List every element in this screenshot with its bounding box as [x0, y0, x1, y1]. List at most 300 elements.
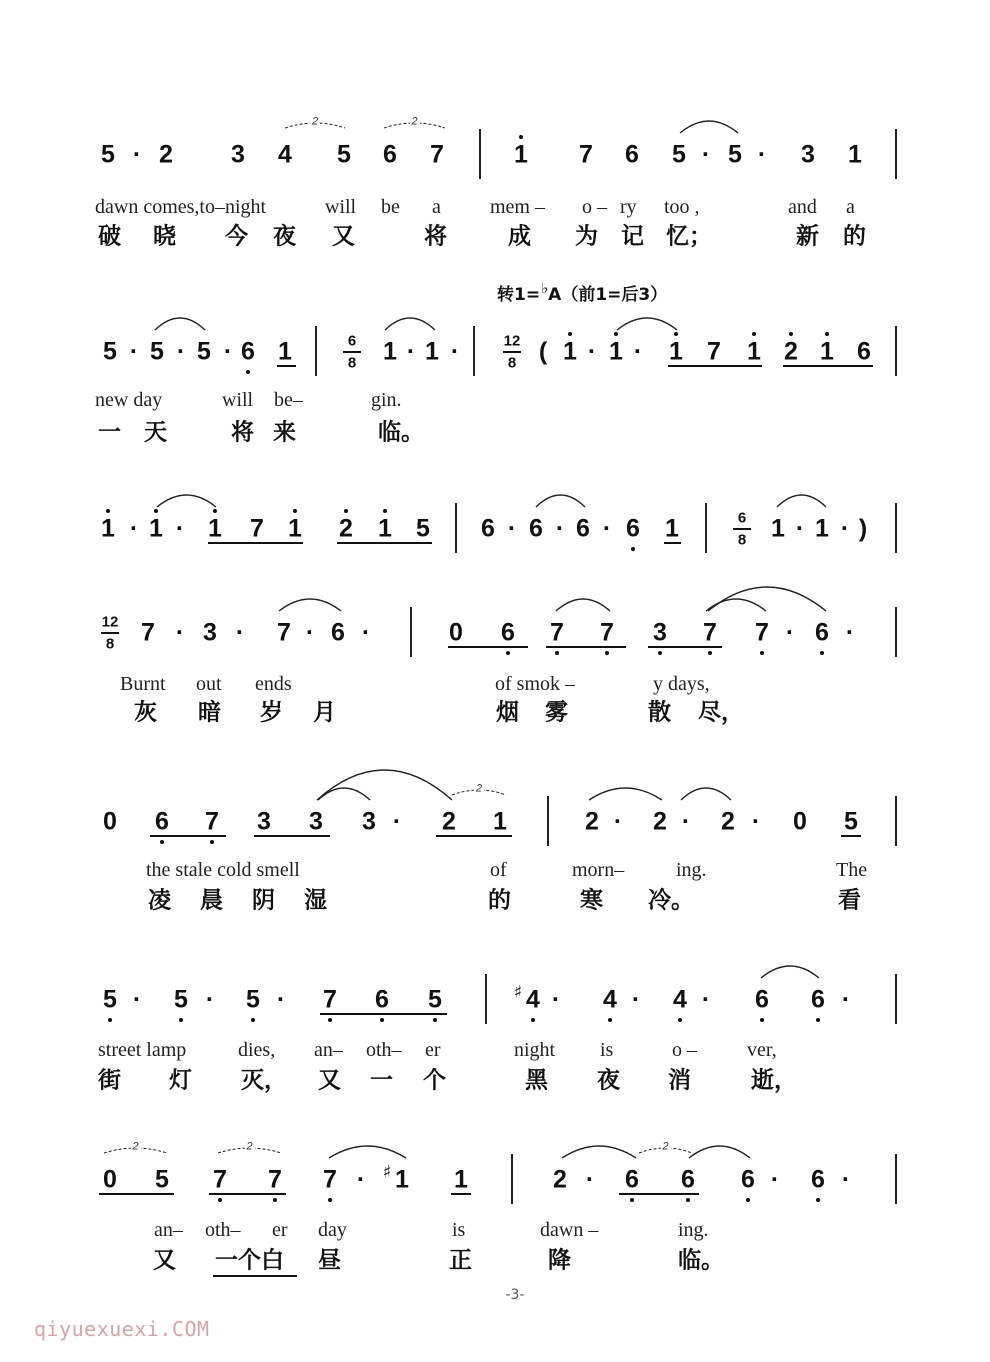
- barline: [895, 607, 897, 657]
- barline: [895, 326, 897, 376]
- lyric-english: ry: [620, 196, 637, 218]
- note-1: 1: [747, 337, 761, 366]
- lyric-chinese: 正: [449, 1246, 472, 1274]
- beam-underline: [277, 365, 296, 367]
- time-signature-numerator: 6: [347, 332, 357, 350]
- octave-dot-below: [380, 1018, 384, 1022]
- lyric-chinese: 暗: [198, 698, 221, 726]
- augmentation-dot: ·: [795, 514, 805, 543]
- note-5: 5: [246, 985, 260, 1014]
- slur: [317, 770, 452, 800]
- lyric-english: ing.: [678, 1219, 709, 1241]
- lyric-chinese: 来: [273, 418, 296, 446]
- augmentation-dot: ·: [356, 1165, 366, 1194]
- note-3: 3: [801, 140, 815, 169]
- note-6: 6: [501, 618, 515, 647]
- lyric-english: gin.: [371, 389, 402, 411]
- lyric-chinese: 今: [225, 222, 248, 250]
- octave-dot-below: [708, 651, 712, 655]
- octave-dot-above: [519, 135, 523, 139]
- lyric-chinese: 月: [313, 698, 336, 726]
- beam-underline: [451, 1193, 471, 1195]
- octave-dot-below: [531, 1018, 535, 1022]
- beam-underline: [436, 835, 512, 837]
- lyric-chinese: 阴: [252, 886, 275, 914]
- octave-dot-above: [752, 332, 756, 336]
- note-6: 6: [383, 140, 397, 169]
- augmentation-dot: ·: [770, 1165, 780, 1194]
- octave-dot-above: [383, 509, 387, 513]
- beam-underline: [99, 1193, 174, 1195]
- slur: [617, 318, 677, 330]
- lyric-chinese: 灰: [134, 698, 157, 726]
- augmentation-dot: ·: [129, 337, 139, 366]
- parenthesis: ): [858, 514, 868, 543]
- lyric-english: er: [272, 1219, 288, 1241]
- octave-dot-below: [608, 1018, 612, 1022]
- rest: 0: [103, 1165, 117, 1194]
- note-6: 6: [741, 1165, 755, 1194]
- tuplet-number: 2: [311, 115, 319, 128]
- octave-dot-below: [210, 840, 214, 844]
- lyric-english: an–: [314, 1039, 343, 1061]
- note-7: 7: [323, 1165, 337, 1194]
- slur: [155, 318, 205, 330]
- lyric-chinese: 寒: [580, 886, 603, 914]
- note-7: 7: [323, 985, 337, 1014]
- augmentation-dot: ·: [223, 337, 233, 366]
- octave-dot-below: [328, 1018, 332, 1022]
- lyric-chinese: 看: [838, 886, 861, 914]
- lyric-english: of smok –: [495, 673, 575, 695]
- lyric-english: o –: [672, 1039, 697, 1061]
- note-1: 1: [563, 337, 577, 366]
- tuplet-number: 2: [411, 115, 418, 128]
- beam-underline: [841, 835, 861, 837]
- beam-underline: [783, 365, 873, 367]
- note-6: 6: [481, 514, 495, 543]
- augmentation-dot: ·: [276, 985, 286, 1014]
- lyric-chinese: 破: [98, 222, 121, 250]
- octave-dot-above: [825, 332, 829, 336]
- augmentation-dot: ·: [175, 514, 185, 543]
- octave-dot-below: [160, 840, 164, 844]
- lyric-english: ver,: [747, 1039, 777, 1061]
- lyric-chinese: 尽，: [698, 698, 744, 726]
- time-signature-numerator: 6: [737, 509, 747, 527]
- note-6: 6: [331, 618, 345, 647]
- note-7: 7: [205, 807, 219, 836]
- rest: 0: [793, 807, 807, 836]
- note-6: 6: [625, 1165, 639, 1194]
- note-1: 1: [665, 514, 679, 543]
- lyric-chinese: 的: [488, 886, 511, 914]
- slur: [680, 121, 738, 133]
- augmentation-dot: ·: [361, 618, 371, 647]
- tuplet-number: 2: [662, 1140, 669, 1153]
- augmentation-dot: ·: [785, 618, 795, 647]
- augmentation-dot: ·: [751, 807, 761, 836]
- rest: 0: [103, 807, 117, 836]
- lyric-english: be–: [274, 389, 303, 411]
- barline: [511, 1154, 513, 1204]
- barline: [410, 607, 412, 657]
- lyric-chinese: 天: [144, 418, 167, 446]
- lyric-english: is: [600, 1039, 614, 1061]
- slur: [329, 1146, 406, 1158]
- note-7: 7: [250, 514, 264, 543]
- barline: [895, 503, 897, 553]
- note-1: 1: [848, 140, 862, 169]
- barline: [895, 129, 897, 179]
- octave-dot-below: [605, 651, 609, 655]
- beam-underline: [320, 1013, 447, 1015]
- note-5: 5: [150, 337, 164, 366]
- lyric-english: be: [381, 196, 400, 218]
- slur: [556, 599, 610, 611]
- lyric-chinese: 逝，: [751, 1066, 797, 1094]
- note-5: 5: [155, 1165, 169, 1194]
- note-1: 1: [425, 337, 439, 366]
- lyric-english: er: [425, 1039, 441, 1061]
- lyric-chinese: 记: [621, 222, 644, 250]
- slur: [689, 1146, 750, 1158]
- lyric-english: day: [318, 1219, 347, 1241]
- slur: [279, 599, 341, 611]
- barline: [895, 974, 897, 1024]
- augmentation-dot: ·: [132, 985, 142, 1014]
- note-6: 6: [375, 985, 389, 1014]
- octave-dot-above: [154, 509, 158, 513]
- octave-dot-below: [658, 651, 662, 655]
- note-1: 1: [278, 337, 292, 366]
- lyric-chinese: 又: [153, 1246, 176, 1274]
- octave-dot-below: [678, 1018, 682, 1022]
- note-1: 1: [395, 1165, 409, 1194]
- note-5: 5: [428, 985, 442, 1014]
- octave-dot-below: [506, 651, 510, 655]
- lyric-english: of: [490, 859, 507, 881]
- page-number: -3-: [505, 1287, 525, 1303]
- note-6: 6: [811, 1165, 825, 1194]
- note-5: 5: [103, 985, 117, 1014]
- augmentation-dot: ·: [551, 985, 561, 1014]
- note-5: 5: [197, 337, 211, 366]
- sharp-sign: ♯: [382, 1162, 392, 1183]
- octave-dot-below: [631, 547, 635, 551]
- time-signature-line: [733, 528, 751, 530]
- lyric-chinese: 一: [98, 418, 121, 446]
- lyric-chinese: 忆；: [666, 222, 712, 250]
- augmentation-dot: ·: [631, 985, 641, 1014]
- octave-dot-above: [106, 509, 110, 513]
- lyric-english: a: [846, 196, 855, 218]
- augmentation-dot: ·: [840, 514, 850, 543]
- lyric-chinese: 又: [318, 1066, 341, 1094]
- augmentation-dot: ·: [555, 514, 565, 543]
- lyric-chinese: 临。: [678, 1246, 724, 1274]
- octave-dot-below: [433, 1018, 437, 1022]
- lyric-chinese: 灯: [169, 1066, 192, 1094]
- time-signature-numerator: 12: [503, 332, 521, 350]
- slur: [777, 495, 826, 507]
- time-signature-line: [101, 632, 119, 634]
- note-6: 6: [755, 985, 769, 1014]
- lyric-english: oth–: [205, 1219, 241, 1241]
- slur: [589, 788, 662, 800]
- lyric-english: The: [836, 859, 868, 881]
- beam-underline: [664, 542, 681, 544]
- note-6: 6: [857, 337, 871, 366]
- octave-dot-below: [630, 1198, 634, 1202]
- slur: [157, 495, 216, 507]
- lyric-chinese: 又: [332, 222, 355, 250]
- octave-dot-below: [820, 651, 824, 655]
- augmentation-dot: ·: [701, 140, 711, 169]
- lyric-english: ends: [255, 673, 292, 695]
- lyric-chinese: 散: [648, 698, 671, 726]
- lyric-chinese: 黑: [525, 1066, 548, 1094]
- lyric-english: and: [788, 196, 817, 218]
- lyric-chinese: 灭，: [241, 1066, 287, 1094]
- note-1: 1: [149, 514, 163, 543]
- octave-dot-below: [816, 1198, 820, 1202]
- lyric-chinese: 晓: [153, 222, 176, 250]
- barline: [895, 796, 897, 846]
- beam-underline: [546, 646, 626, 648]
- octave-dot-below: [179, 1018, 183, 1022]
- beam-underline: [648, 646, 722, 648]
- note-1: 1: [101, 514, 115, 543]
- augmentation-dot: ·: [205, 985, 215, 1014]
- lyric-chinese: 湿: [304, 886, 327, 914]
- augmentation-dot: ·: [841, 985, 851, 1014]
- note-7: 7: [277, 618, 291, 647]
- lyric-english: y days,: [653, 673, 710, 695]
- note-4: 4: [673, 985, 687, 1014]
- note-5: 5: [103, 337, 117, 366]
- barline: [485, 974, 487, 1024]
- note-6: 6: [155, 807, 169, 836]
- lyric-chinese: 个: [423, 1066, 446, 1094]
- augmentation-dot: ·: [585, 1165, 595, 1194]
- note-2: 2: [653, 807, 667, 836]
- augmentation-dot: ·: [681, 807, 691, 836]
- note-6: 6: [529, 514, 543, 543]
- lyric-chinese: 的: [843, 222, 866, 250]
- barline: [455, 503, 457, 553]
- augmentation-dot: ·: [235, 618, 245, 647]
- beam-underline: [619, 1193, 699, 1195]
- lyric-chinese: 街: [98, 1066, 121, 1094]
- octave-dot-below: [273, 1198, 277, 1202]
- lyric-english: ing.: [676, 859, 707, 881]
- note-7: 7: [600, 618, 614, 647]
- augmentation-dot: ·: [392, 807, 402, 836]
- note-7: 7: [579, 140, 593, 169]
- lyric-english: will: [325, 196, 357, 218]
- beam-underline: [209, 1193, 286, 1195]
- lyric-chinese: 夜: [597, 1066, 620, 1094]
- lyric-chinese: 消: [668, 1066, 691, 1094]
- note-3: 3: [257, 807, 271, 836]
- lyric-english: an–: [154, 1219, 183, 1241]
- note-5: 5: [416, 514, 430, 543]
- note-5: 5: [844, 807, 858, 836]
- lyric-chinese: 岁: [260, 698, 283, 726]
- octave-dot-below: [108, 1018, 112, 1022]
- lyric-english: dawn –: [540, 1219, 599, 1241]
- note-6: 6: [681, 1165, 695, 1194]
- lyric-chinese: 成: [508, 222, 531, 250]
- note-5: 5: [174, 985, 188, 1014]
- octave-dot-above: [614, 332, 618, 336]
- tuplet-number: 2: [475, 782, 483, 795]
- key-change-label: [497, 279, 668, 305]
- beam-underline: [448, 646, 528, 648]
- note-5: 5: [672, 140, 686, 169]
- lyric-chinese: 将: [231, 418, 254, 446]
- lyric-chinese: 晨: [200, 886, 223, 914]
- octave-dot-below: [246, 370, 250, 374]
- note-6: 6: [576, 514, 590, 543]
- time-signature-numerator: 12: [101, 613, 119, 631]
- augmentation-dot: ·: [633, 337, 643, 366]
- beam-underline: [254, 835, 330, 837]
- lyric-chinese: 烟: [496, 698, 519, 726]
- lyric-chinese: 凌: [148, 886, 171, 914]
- slur: [318, 788, 370, 800]
- key-change-relation: （前1=后3）: [561, 285, 668, 305]
- octave-dot-below: [251, 1018, 255, 1022]
- note-7: 7: [141, 618, 155, 647]
- lyric-english: dawn comes,to–night: [95, 196, 267, 218]
- lyric-english: out: [196, 673, 222, 695]
- beam-underline: [337, 542, 432, 544]
- tuplet-number: 2: [246, 1140, 253, 1153]
- note-7: 7: [430, 140, 444, 169]
- barline: [895, 1154, 897, 1204]
- flat-sign: ♭: [541, 279, 549, 297]
- note-5: 5: [728, 140, 742, 169]
- lyric-english: a: [432, 196, 441, 218]
- lyric-english: dies,: [238, 1039, 276, 1061]
- slur: [708, 587, 826, 611]
- time-signature-denominator: 8: [347, 354, 357, 372]
- note-2: 2: [553, 1165, 567, 1194]
- octave-dot-above: [213, 509, 217, 513]
- tuplet-number: 2: [132, 1140, 139, 1153]
- note-1: 1: [820, 337, 834, 366]
- slur: [706, 599, 766, 611]
- octave-dot-below: [816, 1018, 820, 1022]
- lyric-chinese: 为: [575, 222, 598, 250]
- lyric-english: will: [222, 389, 254, 411]
- note-7: 7: [703, 618, 717, 647]
- augmentation-dot: ·: [406, 337, 416, 366]
- augmentation-dot: ·: [587, 337, 597, 366]
- rest: 0: [449, 618, 463, 647]
- octave-dot-above: [344, 509, 348, 513]
- note-1: 1: [669, 337, 683, 366]
- slur: [562, 1146, 636, 1158]
- note-4: 4: [278, 140, 292, 169]
- note-1: 1: [609, 337, 623, 366]
- lyric-chinese: 夜: [273, 222, 296, 250]
- note-1: 1: [514, 140, 528, 169]
- lyric-chinese: 一个白: [215, 1246, 284, 1274]
- note-3: 3: [653, 618, 667, 647]
- note-3: 3: [231, 140, 245, 169]
- note-7: 7: [707, 337, 721, 366]
- slur: [761, 966, 819, 978]
- beam-underline: [150, 835, 226, 837]
- octave-dot-below: [555, 651, 559, 655]
- lyric-underline: [213, 1275, 297, 1277]
- key-change-prefix: 转1=: [497, 285, 541, 305]
- note-7: 7: [213, 1165, 227, 1194]
- note-3: 3: [309, 807, 323, 836]
- augmentation-dot: ·: [613, 807, 623, 836]
- time-signature-line: [343, 351, 361, 353]
- note-1: 1: [288, 514, 302, 543]
- barline: [315, 326, 317, 376]
- note-2: 2: [721, 807, 735, 836]
- note-5: 5: [337, 140, 351, 169]
- note-7: 7: [268, 1165, 282, 1194]
- augmentation-dot: ·: [305, 618, 315, 647]
- slur: [536, 495, 585, 507]
- augmentation-dot: ·: [176, 337, 186, 366]
- lyric-chinese: 将: [424, 222, 447, 250]
- note-2: 2: [585, 807, 599, 836]
- octave-dot-above: [674, 332, 678, 336]
- time-signature-denominator: 8: [507, 354, 517, 372]
- note-2: 2: [442, 807, 456, 836]
- lyric-chinese: 一: [370, 1066, 393, 1094]
- lyric-english: Burnt: [120, 673, 166, 695]
- lyric-english: too ,: [664, 196, 700, 218]
- octave-dot-below: [760, 1018, 764, 1022]
- slur: [385, 318, 435, 330]
- watermark-logo: qiyuexuexi.COM: [34, 1317, 210, 1341]
- lyric-english: night: [514, 1039, 556, 1061]
- lyric-chinese: 新: [796, 222, 819, 250]
- key-change-key: A: [548, 285, 562, 305]
- augmentation-dot: ·: [845, 618, 855, 647]
- octave-dot-above: [568, 332, 572, 336]
- augmentation-dot: ·: [507, 514, 517, 543]
- octave-dot-below: [746, 1198, 750, 1202]
- barline: [479, 129, 481, 179]
- note-7: 7: [755, 618, 769, 647]
- note-6: 6: [626, 514, 640, 543]
- note-6: 6: [241, 337, 255, 366]
- slur: [681, 788, 731, 800]
- augmentation-dot: ·: [129, 514, 139, 543]
- octave-dot-above: [789, 332, 793, 336]
- octave-dot-above: [293, 509, 297, 513]
- lyric-chinese: 降: [548, 1246, 571, 1274]
- lyric-chinese: 冷。: [648, 886, 694, 914]
- octave-dot-below: [218, 1198, 222, 1202]
- augmentation-dot: ·: [841, 1165, 851, 1194]
- note-3: 3: [203, 618, 217, 647]
- lyric-english: oth–: [366, 1039, 402, 1061]
- note-2: 2: [784, 337, 798, 366]
- note-7: 7: [550, 618, 564, 647]
- note-6: 6: [811, 985, 825, 1014]
